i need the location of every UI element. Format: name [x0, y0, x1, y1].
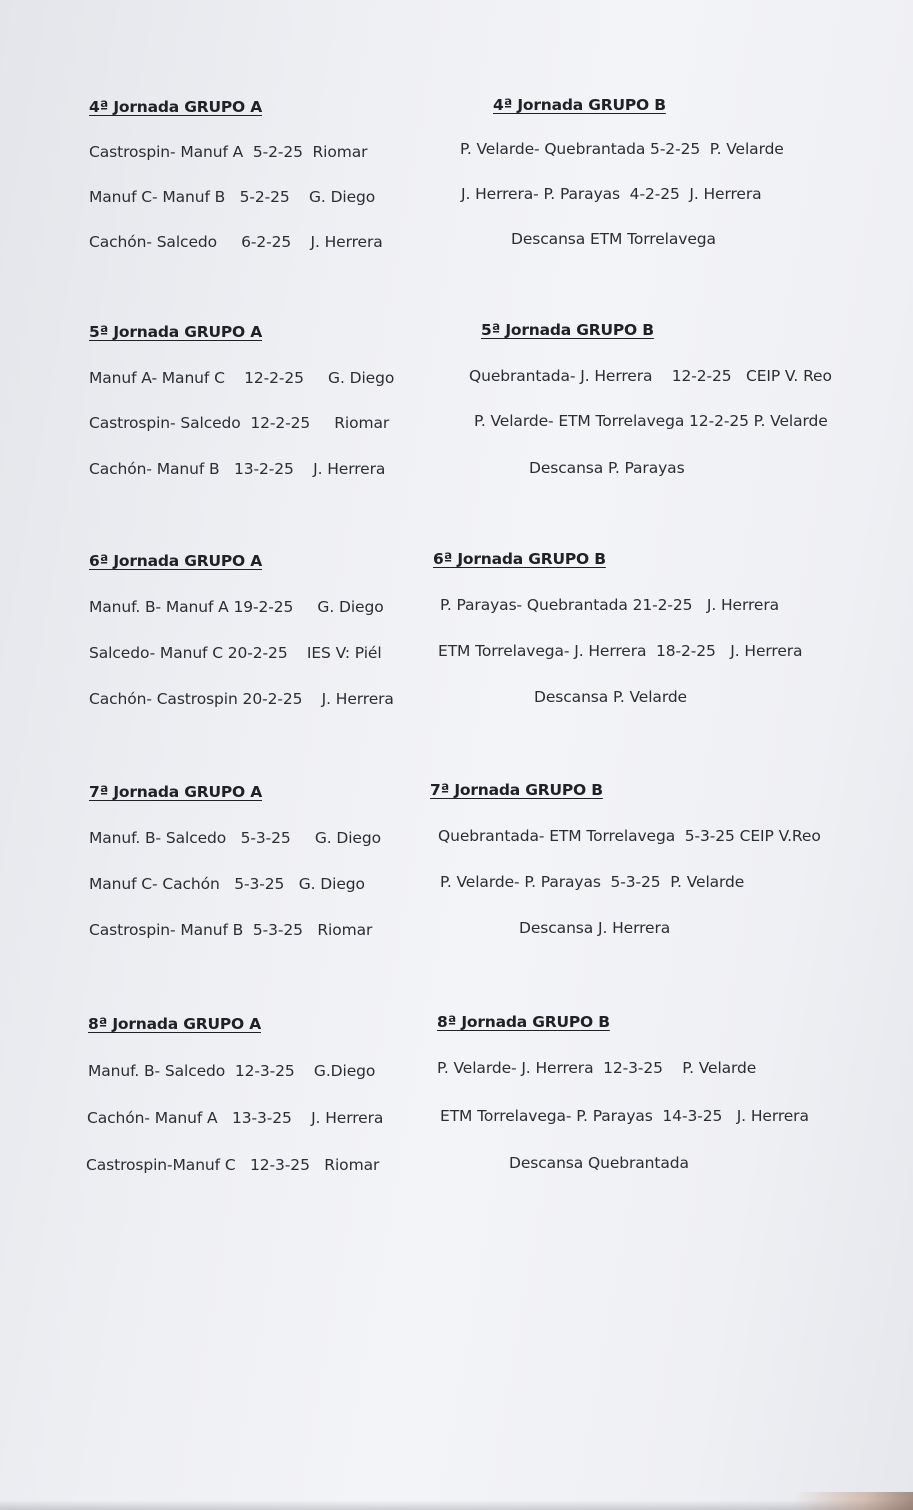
rest-team-line: Descansa P. Velarde	[534, 688, 687, 706]
match-line: Castrospin- Manuf B 5-3-25 Riomar	[89, 921, 373, 939]
match-line: Manuf C- Manuf B 5-2-25 G. Diego	[89, 188, 376, 206]
match-line: Cachón- Manuf A 13-3-25 J. Herrera	[87, 1109, 384, 1127]
match-line: Manuf A- Manuf C 12-2-25 G. Diego	[89, 369, 395, 387]
jornada-7-grupo-b-heading: 7ª Jornada GRUPO B	[430, 781, 603, 799]
rest-team-line: Descansa P. Parayas	[529, 459, 685, 477]
match-line: P. Parayas- Quebrantada 21-2-25 J. Herrera	[440, 596, 780, 614]
match-line: Cachón- Castrospin 20-2-25 J. Herrera	[89, 690, 394, 708]
match-line: P. Velarde- J. Herrera 12-3-25 P. Velarde	[437, 1059, 757, 1077]
jornada-6-grupo-a-heading: 6ª Jornada GRUPO A	[89, 552, 263, 570]
match-line: Castrospin- Salcedo 12-2-25 Riomar	[89, 414, 390, 432]
match-line: Castrospin-Manuf C 12-3-25 Riomar	[86, 1156, 380, 1174]
match-line: Quebrantada- ETM Torrelavega 5-3-25 CEIP V.Reo	[438, 827, 821, 845]
background-corner	[793, 1492, 913, 1510]
match-line: Manuf. B- Salcedo 12-3-25 G.Diego	[88, 1062, 376, 1080]
match-line: Cachón- Manuf B 13-2-25 J. Herrera	[89, 460, 386, 478]
rest-team-line: Descansa ETM Torrelavega	[511, 230, 716, 248]
match-line: Quebrantada- J. Herrera 12-2-25 CEIP V. Reo	[469, 367, 832, 385]
match-line: Manuf C- Cachón 5-3-25 G. Diego	[89, 875, 365, 893]
match-line: P. Velarde- ETM Torrelavega 12-2-25 P. Velarde	[474, 412, 828, 430]
match-line: Cachón- Salcedo 6-2-25 J. Herrera	[89, 233, 383, 251]
paper-edge-shadow	[0, 1500, 913, 1510]
jornada-4-grupo-a-heading: 4ª Jornada GRUPO A	[89, 98, 263, 116]
jornada-4-grupo-b-heading: 4ª Jornada GRUPO B	[493, 96, 666, 114]
rest-team-line: Descansa J. Herrera	[519, 919, 671, 937]
match-line: ETM Torrelavega- P. Parayas 14-3-25 J. Herrera	[440, 1107, 809, 1125]
jornada-6-grupo-b-heading: 6ª Jornada GRUPO B	[433, 550, 606, 568]
match-line: Manuf. B- Manuf A 19-2-25 G. Diego	[89, 598, 384, 616]
match-line: ETM Torrelavega- J. Herrera 18-2-25 J. Herrera	[438, 642, 803, 660]
jornada-8-grupo-b-heading: 8ª Jornada GRUPO B	[437, 1013, 610, 1031]
match-line: Manuf. B- Salcedo 5-3-25 G. Diego	[89, 829, 381, 847]
match-line: P. Velarde- Quebrantada 5-2-25 P. Velarde	[460, 140, 784, 158]
jornada-7-grupo-a-heading: 7ª Jornada GRUPO A	[89, 783, 263, 801]
jornada-5-grupo-b-heading: 5ª Jornada GRUPO B	[481, 321, 654, 339]
match-line: P. Velarde- P. Parayas 5-3-25 P. Velarde	[440, 873, 745, 891]
match-line: Castrospin- Manuf A 5-2-25 Riomar	[89, 143, 368, 161]
match-line: Salcedo- Manuf C 20-2-25 IES V: Piél	[89, 644, 382, 662]
rest-team-line: Descansa Quebrantada	[509, 1154, 689, 1172]
match-line: J. Herrera- P. Parayas 4-2-25 J. Herrera	[461, 185, 762, 203]
jornada-5-grupo-a-heading: 5ª Jornada GRUPO A	[89, 323, 263, 341]
jornada-8-grupo-a-heading: 8ª Jornada GRUPO A	[88, 1015, 262, 1033]
